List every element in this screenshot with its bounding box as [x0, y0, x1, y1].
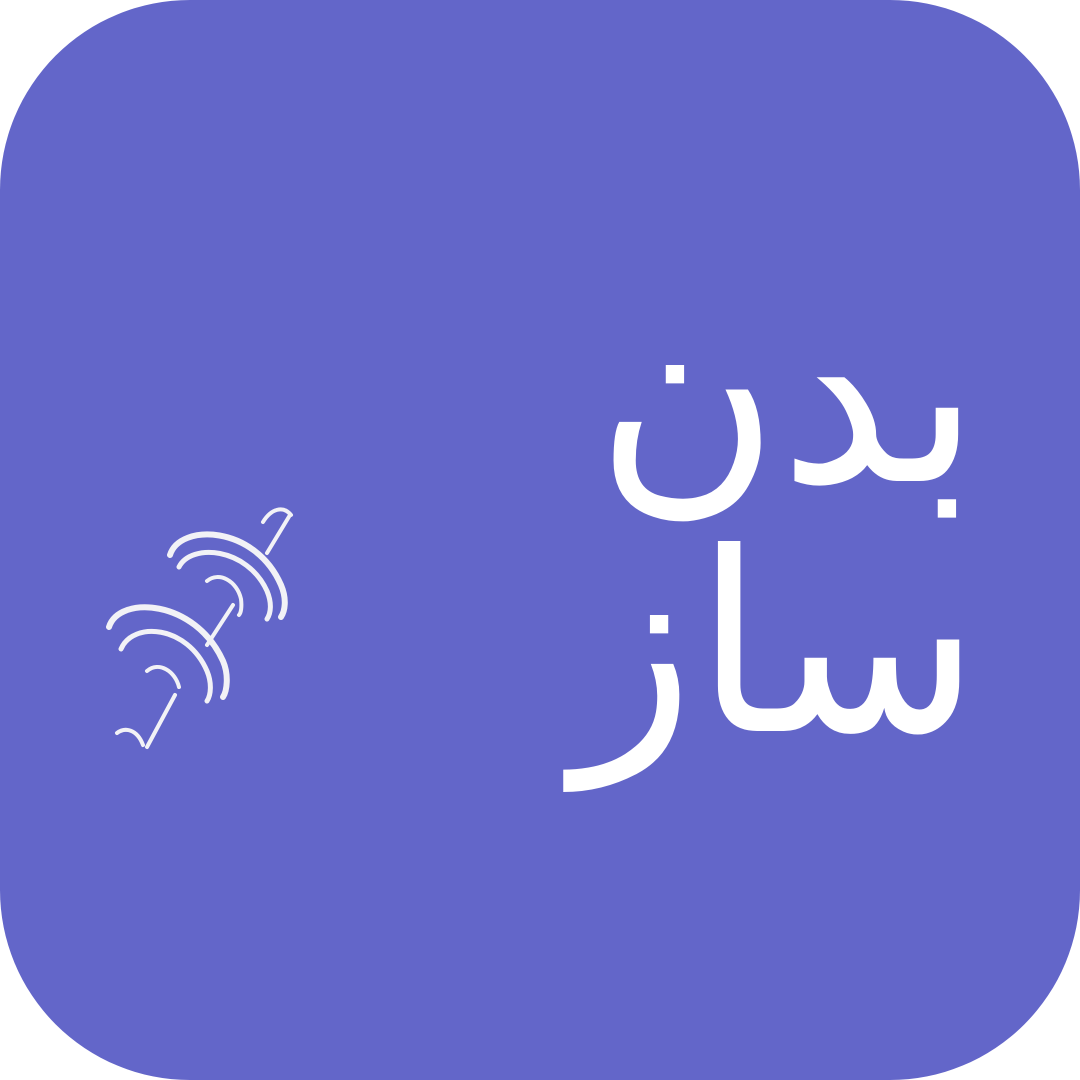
app-name-wordmark: بدن ساز — [573, 249, 980, 790]
barbell-icon — [95, 495, 310, 770]
